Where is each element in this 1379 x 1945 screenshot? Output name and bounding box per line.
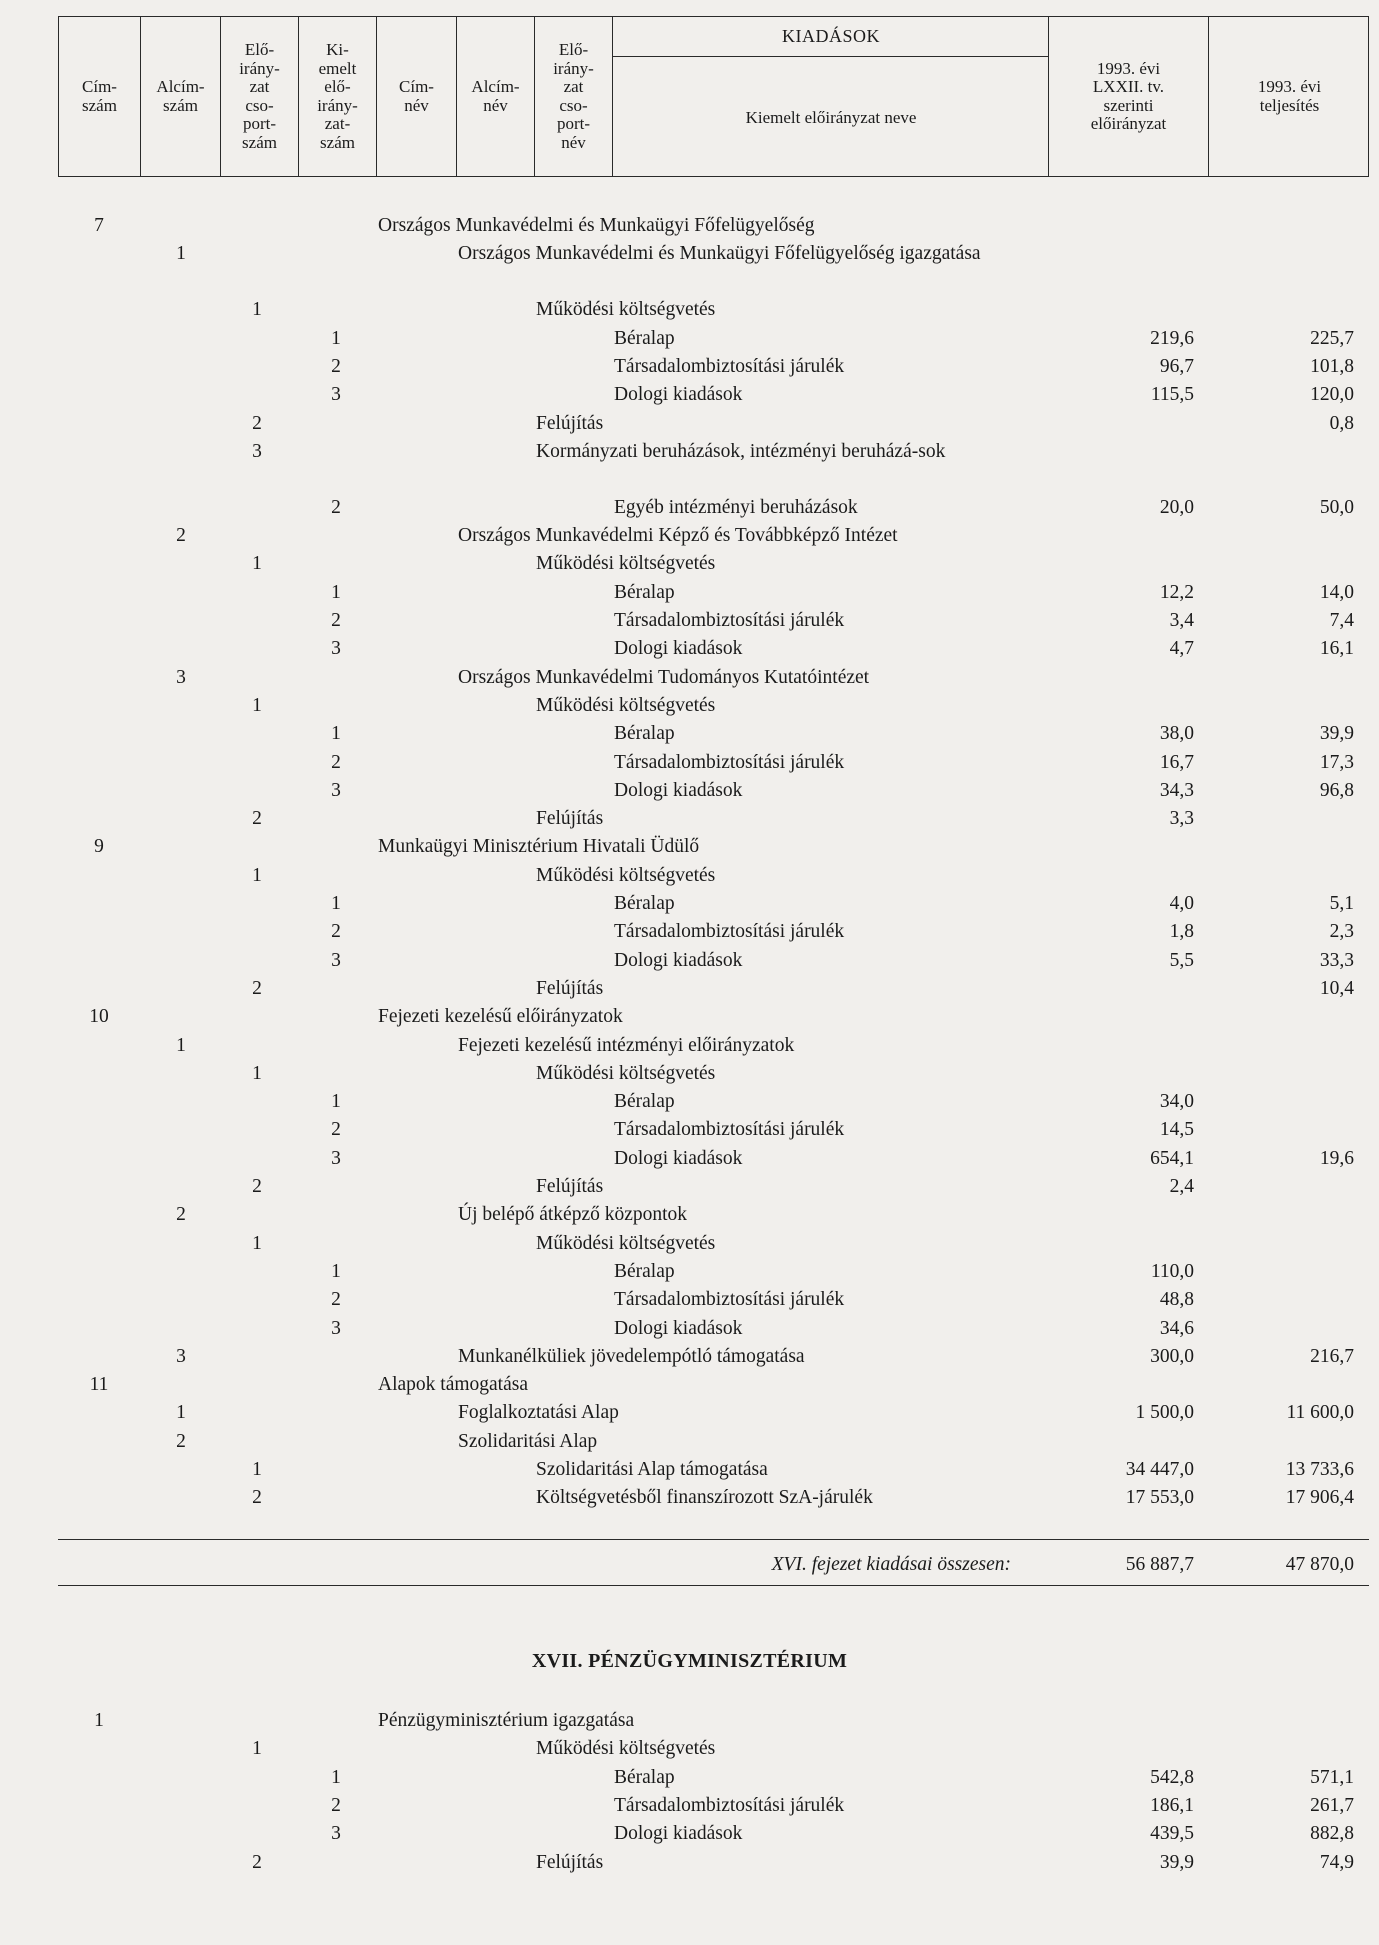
alcim-nev: Új belépő átképző központok (458, 1204, 688, 1226)
table-row (0, 692, 1379, 720)
value-actual: 13 733,6 (1285, 1459, 1354, 1480)
alcim-nev: Országos Munkavédelmi Tudományos Kutatóintézet (458, 666, 870, 688)
csoport-nev: Működési költségvetés (536, 694, 716, 716)
header-cim-szam: Cím- szám (59, 17, 141, 176)
csoport-nev: Működési költségvetés (536, 299, 716, 321)
header-kiadasok: KIADÁSOK (613, 17, 1049, 57)
table-row (0, 1173, 1379, 1201)
alcim-nev: Munkanélküliek jövedelempótló támogatása (458, 1345, 805, 1367)
kiemelt-nev: Dologi kiadások (614, 779, 743, 801)
header-1993-teljesites: 1993. évi teljesítés (1257, 77, 1322, 115)
kiemelt-nev: Társadalombiztosítási járulék (614, 355, 845, 377)
kiemelt-nev: Dologi kiadások (614, 384, 743, 406)
table-row (0, 1735, 1379, 1763)
table-row (0, 1315, 1379, 1343)
value-appropriation: 219,6 (1150, 327, 1194, 349)
value-appropriation: 2,4 (1169, 1176, 1194, 1197)
csoport-nev: Felújítás (536, 977, 604, 999)
value-actual: 10,4 (1319, 977, 1354, 999)
total-rule-top (58, 1539, 1369, 1540)
value-actual: 5,1 (1329, 893, 1354, 914)
csoport-szam: 2 (252, 977, 262, 999)
kiemelt-szam: 2 (331, 751, 341, 773)
kiemelt-nev: Társadalombiztosítási járulék (614, 751, 845, 773)
value-appropriation: 14,5 (1159, 1119, 1194, 1141)
kiemelt-nev: Társadalombiztosítási járulék (614, 610, 845, 631)
total-row (0, 1550, 1379, 1580)
csoport-nev: Működési költségvetés (536, 1232, 716, 1254)
kiemelt-szam: 2 (331, 1119, 341, 1141)
table-row (0, 862, 1379, 890)
csoport-szam: 2 (252, 808, 262, 830)
header-1993-tv: 1993. évi LXXII. tv. szerinti előirányzat (1049, 17, 1209, 176)
csoport-szam: 1 (252, 299, 262, 321)
kiemelt-szam: 2 (331, 610, 341, 631)
table-row (0, 918, 1379, 946)
alcim-szam: 1 (176, 1034, 186, 1056)
value-appropriation: 439,5 (1150, 1823, 1194, 1845)
value-appropriation: 1,8 (1169, 921, 1194, 943)
alcim-nev: Országos Munkavédelmi Képző és Továbbképző Intézet (458, 525, 898, 547)
csoport-szam: 2 (252, 1851, 262, 1873)
table-row (0, 240, 1379, 268)
table-row (0, 1764, 1379, 1792)
table-row (0, 494, 1379, 522)
value-appropriation: 5,5 (1169, 949, 1194, 971)
alcim-szam: 2 (176, 1204, 186, 1226)
table-row (0, 1428, 1379, 1456)
value-appropriation: 542,8 (1150, 1766, 1194, 1788)
value-appropriation: 34,0 (1159, 1091, 1194, 1113)
table-row (0, 607, 1379, 635)
table-row (0, 1484, 1379, 1512)
value-appropriation: 12,2 (1159, 581, 1194, 603)
csoport-nev: Kormányzati beruházások, intézményi beruházá-sok (536, 440, 946, 462)
kiemelt-szam: 2 (331, 496, 341, 518)
value-appropriation: 17 553,0 (1125, 1487, 1194, 1509)
value-appropriation: 186,1 (1150, 1794, 1194, 1816)
value-appropriation: 115,5 (1150, 384, 1194, 406)
value-actual: 39,9 (1319, 723, 1354, 745)
value-actual: 261,7 (1310, 1794, 1354, 1816)
table-row (0, 579, 1379, 607)
table-row (0, 1116, 1379, 1144)
value-actual: 50,0 (1319, 496, 1354, 518)
header-eloiranyzat-csoport-szam: Elő- irány- zat cso- port- szám (221, 17, 299, 176)
value-actual: 882,8 (1310, 1823, 1354, 1845)
csoport-szam: 1 (252, 1459, 262, 1480)
csoport-nev: Szolidaritási Alap támogatása (536, 1459, 768, 1480)
value-actual: 225,7 (1310, 327, 1354, 349)
kiemelt-szam: 3 (331, 1823, 341, 1845)
total-label: XVI. fejezet kiadásai összesen: (771, 1554, 1011, 1575)
value-actual: 14,0 (1319, 581, 1354, 603)
cim-szam: 9 (94, 836, 104, 858)
total-rule-bottom (58, 1585, 1369, 1586)
table-row (0, 1792, 1379, 1820)
table-row (0, 1145, 1379, 1173)
kiemelt-szam: 3 (331, 779, 341, 801)
csoport-szam: 2 (252, 1487, 262, 1509)
csoport-szam: 1 (252, 1232, 262, 1254)
csoport-nev: Felújítás (536, 1851, 604, 1873)
cim-nev: Munkaügyi Minisztérium Hivatali Üdülő (378, 836, 700, 858)
kiemelt-nev: Béralap (614, 723, 675, 745)
table-row (0, 1060, 1379, 1088)
kiemelt-nev: Dologi kiadások (614, 949, 743, 971)
kiemelt-nev: Társadalombiztosítási járulék (614, 921, 845, 943)
table-row (0, 777, 1379, 805)
csoport-nev: Költségvetésből finanszírozott SzA-járulék (536, 1487, 873, 1509)
alcim-szam: 3 (176, 666, 186, 688)
alcim-szam: 1 (176, 1402, 186, 1424)
value-appropriation: 300,0 (1150, 1345, 1194, 1367)
total-value-actual: 47 870,0 (1285, 1554, 1354, 1575)
csoport-szam: 2 (252, 1176, 262, 1197)
alcim-szam: 3 (176, 1345, 186, 1367)
cim-szam: 10 (89, 1006, 109, 1028)
table-row (0, 1032, 1379, 1060)
alcim-nev: Foglalkoztatási Alap (458, 1402, 619, 1424)
csoport-szam: 1 (252, 553, 262, 575)
table-row (0, 805, 1379, 833)
value-appropriation: 34 447,0 (1125, 1459, 1194, 1480)
kiemelt-szam: 3 (331, 384, 341, 406)
table-row (0, 1286, 1379, 1314)
kiemelt-nev: Dologi kiadások (614, 638, 743, 660)
kiemelt-nev: Dologi kiadások (614, 1317, 743, 1339)
kiemelt-nev: Társadalombiztosítási járulék (614, 1794, 845, 1816)
value-actual: 571,1 (1310, 1766, 1354, 1788)
header-kiemelt-eloiranyzat-szam: Ki- emelt elő- irány- zat- szám (299, 17, 377, 176)
value-actual: 7,4 (1329, 610, 1354, 631)
cim-szam: 11 (89, 1374, 109, 1396)
kiemelt-szam: 1 (331, 893, 341, 914)
kiemelt-szam: 1 (331, 1260, 341, 1282)
table-row (0, 1456, 1379, 1484)
kiemelt-szam: 1 (331, 1766, 341, 1788)
cim-nev: Pénzügyminisztérium igazgatása (378, 1710, 635, 1731)
kiemelt-szam: 3 (331, 1147, 341, 1169)
csoport-nev: Működési költségvetés (536, 864, 716, 886)
kiemelt-szam: 2 (331, 1289, 341, 1311)
table-row (0, 975, 1379, 1003)
table-row (0, 550, 1379, 578)
table-row (0, 1258, 1379, 1286)
cim-szam: 7 (94, 215, 104, 236)
table-row (0, 720, 1379, 748)
header-eloiranyzat-csoport-nev: Elő- irány- zat cso- port- név (535, 17, 613, 176)
value-actual: 101,8 (1310, 355, 1354, 377)
value-actual: 120,0 (1310, 384, 1354, 406)
kiemelt-nev: Béralap (614, 581, 675, 603)
kiemelt-szam: 1 (331, 327, 341, 349)
kiemelt-nev: Béralap (614, 327, 675, 349)
table-row (0, 635, 1379, 663)
csoport-szam: 3 (252, 440, 262, 462)
table-row (0, 1399, 1379, 1427)
cim-nev: Országos Munkavédelmi és Munkaügyi Főfelügyelőség (378, 215, 815, 236)
alcim-szam: 2 (176, 1430, 186, 1452)
value-actual: 33,3 (1319, 949, 1354, 971)
kiemelt-nev: Béralap (614, 1766, 675, 1788)
value-appropriation: 34,6 (1159, 1317, 1194, 1339)
header-kiemelt-eloiranyzat-neve: Kiemelt előirányzat neve (745, 107, 917, 127)
csoport-nev: Felújítás (536, 808, 604, 830)
table-row (0, 833, 1379, 861)
alcim-nev: Fejezeti kezelésű intézményi előirányzatok (458, 1034, 795, 1056)
table-header (58, 16, 1369, 177)
header-cim-nev: Cím- név (377, 17, 457, 176)
table-row (0, 749, 1379, 777)
value-appropriation: 4,7 (1169, 638, 1194, 660)
alcim-nev: Szolidaritási Alap (458, 1430, 598, 1452)
kiemelt-szam: 2 (331, 921, 341, 943)
table-row (0, 1849, 1379, 1877)
value-actual: 74,9 (1319, 1851, 1354, 1873)
kiemelt-szam: 3 (331, 949, 341, 971)
header-alcim-szam: Alcím- szám (141, 17, 221, 176)
table-row (0, 1820, 1379, 1848)
kiemelt-nev: Béralap (614, 1091, 675, 1113)
kiemelt-nev: Dologi kiadások (614, 1823, 743, 1845)
section-title: XVII. PÉNZÜGYMINISZTÉRIUM (531, 1650, 848, 1672)
table-row (0, 325, 1379, 353)
table-row (0, 1371, 1379, 1399)
table-row (0, 296, 1379, 324)
value-actual: 11 600,0 (1286, 1402, 1354, 1424)
table-row (0, 1230, 1379, 1258)
value-actual: 17,3 (1319, 751, 1354, 773)
value-actual: 17 906,4 (1285, 1487, 1354, 1509)
kiemelt-szam: 1 (331, 1091, 341, 1113)
value-actual: 16,1 (1319, 638, 1354, 660)
table-row (0, 664, 1379, 692)
kiemelt-nev: Egyéb intézményi beruházások (614, 496, 858, 518)
value-appropriation: 654,1 (1150, 1147, 1194, 1169)
cim-szam: 1 (94, 1710, 104, 1731)
csoport-nev: Felújítás (536, 412, 604, 434)
table-row (0, 410, 1379, 438)
csoport-szam: 1 (252, 1062, 262, 1084)
table-row (0, 1707, 1379, 1735)
table-row (0, 438, 1379, 466)
table-row (0, 890, 1379, 918)
value-appropriation: 1 500,0 (1135, 1402, 1194, 1424)
csoport-szam: 2 (252, 412, 262, 434)
kiemelt-szam: 1 (331, 581, 341, 603)
value-appropriation: 34,3 (1159, 779, 1194, 801)
kiemelt-szam: 2 (331, 355, 341, 377)
value-actual: 2,3 (1329, 921, 1354, 943)
value-actual: 216,7 (1310, 1345, 1354, 1367)
value-appropriation: 3,3 (1169, 808, 1194, 830)
value-appropriation: 20,0 (1159, 496, 1194, 518)
table-row (0, 522, 1379, 550)
kiemelt-nev: Dologi kiadások (614, 1147, 743, 1169)
value-appropriation: 48,8 (1159, 1289, 1194, 1311)
kiemelt-nev: Béralap (614, 893, 675, 914)
kiemelt-szam: 2 (331, 1794, 341, 1816)
kiemelt-szam: 1 (331, 723, 341, 745)
csoport-nev: Működési költségvetés (536, 553, 716, 575)
csoport-nev: Működési költségvetés (536, 1062, 716, 1084)
csoport-nev: Működési költségvetés (536, 1738, 716, 1760)
kiemelt-nev: Társadalombiztosítási járulék (614, 1289, 845, 1311)
cim-nev: Alapok támogatása (378, 1374, 528, 1396)
table-row (0, 212, 1379, 240)
value-appropriation: 16,7 (1159, 751, 1194, 773)
table-row (0, 1201, 1379, 1229)
value-appropriation: 4,0 (1169, 893, 1194, 914)
value-appropriation: 38,0 (1159, 723, 1194, 745)
table-row (0, 1088, 1379, 1116)
table-row (0, 947, 1379, 975)
table-row (0, 353, 1379, 381)
value-appropriation: 96,7 (1159, 355, 1194, 377)
alcim-szam: 2 (176, 525, 186, 547)
table-row (0, 1003, 1379, 1031)
value-appropriation: 110,0 (1150, 1260, 1194, 1282)
csoport-nev: Felújítás (536, 1176, 604, 1197)
kiemelt-szam: 3 (331, 638, 341, 660)
value-appropriation: 39,9 (1159, 1851, 1194, 1873)
csoport-szam: 1 (252, 694, 262, 716)
kiemelt-szam: 3 (331, 1317, 341, 1339)
table-row (0, 1343, 1379, 1371)
alcim-nev: Országos Munkavédelmi és Munkaügyi Főfelügyelőség igazgatása (458, 243, 981, 265)
alcim-szam: 1 (176, 243, 186, 265)
value-actual: 0,8 (1329, 412, 1354, 434)
table-row (0, 381, 1379, 409)
header-alcim-nev: Alcím- név (457, 17, 535, 176)
value-actual: 19,6 (1319, 1147, 1354, 1169)
csoport-szam: 1 (252, 1738, 262, 1760)
value-actual: 96,8 (1319, 779, 1354, 801)
kiemelt-nev: Béralap (614, 1260, 675, 1282)
value-appropriation: 3,4 (1169, 610, 1194, 631)
cim-nev: Fejezeti kezelésű előirányzatok (378, 1006, 623, 1028)
kiemelt-nev: Társadalombiztosítási járulék (614, 1119, 845, 1141)
total-value-appropriation: 56 887,7 (1125, 1554, 1194, 1575)
csoport-szam: 1 (252, 864, 262, 886)
